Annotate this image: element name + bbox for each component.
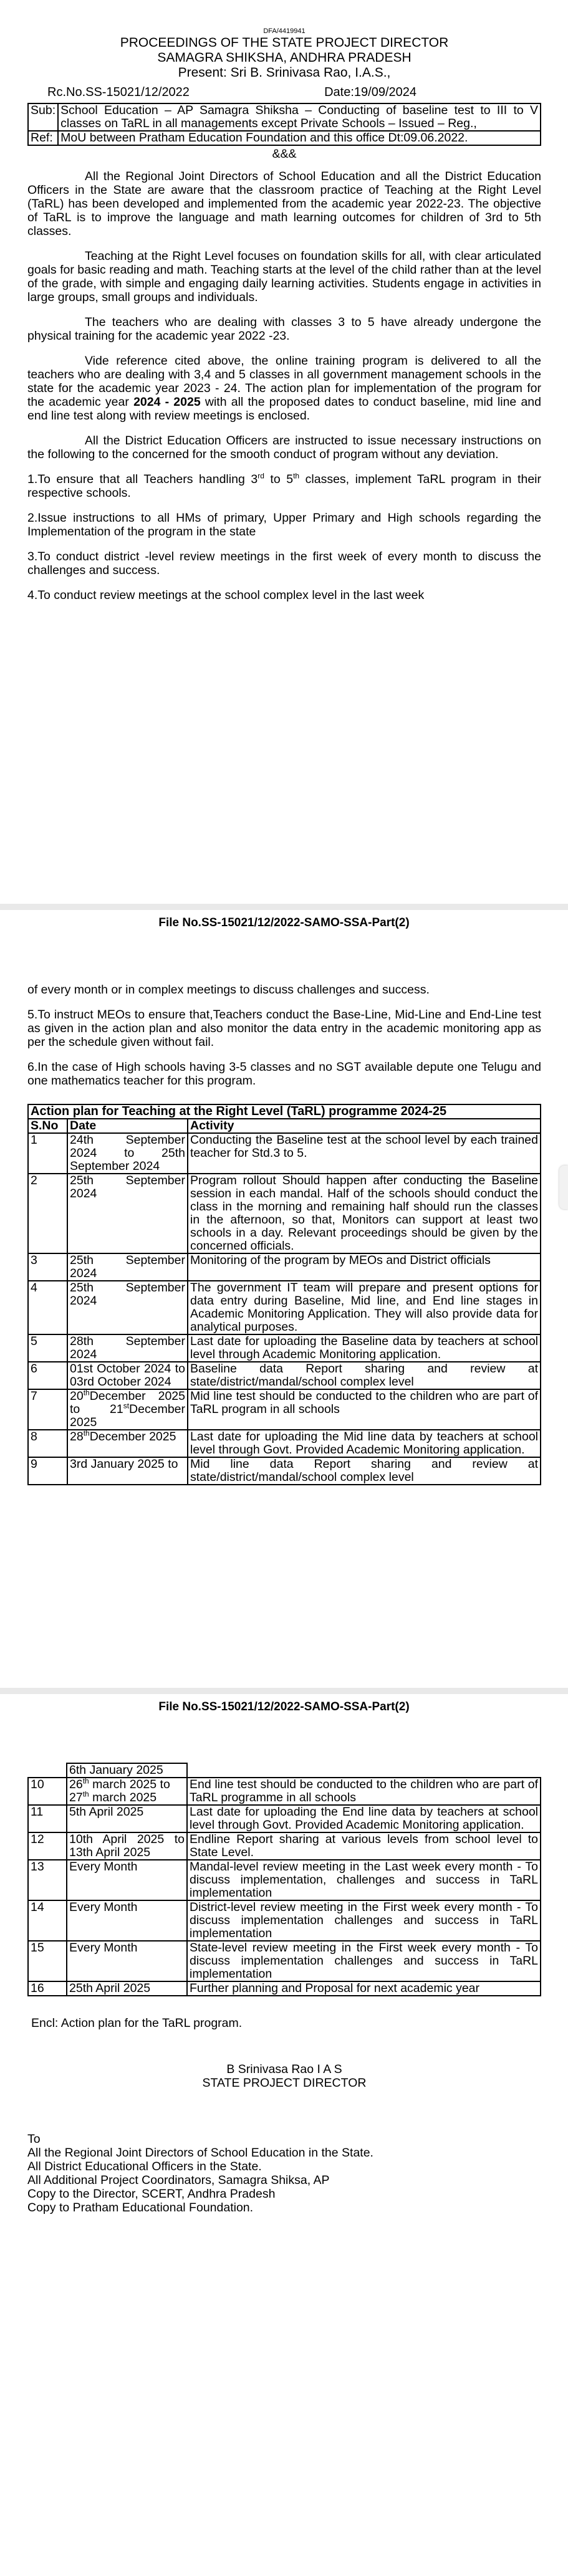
row-sno: 11: [28, 1805, 67, 1832]
file-number-header: File No.SS-15021/12/2022-SAMO-SSA-Part(2): [158, 1700, 410, 1713]
to-label: To: [27, 2132, 41, 2146]
instruction-item-6: 6.In the case of High schools having 3-5 classes and no SGT available depute one Telugu and one mathematics teacher for this program.: [27, 1060, 541, 1088]
row-sno: 3: [28, 1253, 67, 1281]
proceedings-title: PROCEEDINGS OF THE STATE PROJECT DIRECTOR: [120, 36, 449, 50]
table-row: [28, 1941, 541, 1981]
paragraph-online-training-text-a: Vide reference cited above, the online training program is delivered to all the teachers who are dealing with 3,4 and 5 classes in all government management schools in the state for the academic year 2023 - 24. The action plan for implementation of the program for the academic year: [27, 354, 541, 409]
recipient-1: All the Regional Joint Directors of School Education in the State.: [27, 2146, 373, 2160]
row-sno: 9: [28, 1457, 67, 1485]
page-3-content: [27, 1763, 541, 2214]
row-sno: 7: [28, 1389, 67, 1430]
row-activity: Program rollout Should happen after conducting the Baseline session in each mandal. Half of the schools should conduct the class in the morning and remaining half should run the classes in the afternoon, so that, Monitors can support at least two schools in a day. Relevant proceedings should be given by the concerned officials.: [188, 1174, 541, 1253]
date-part: December 2025: [89, 1430, 176, 1444]
item-1-text-a: 1.To ensure that all Teachers handling 3: [27, 472, 258, 486]
signature-title: STATE PROJECT DIRECTOR: [202, 2076, 367, 2090]
action-plan-table-continued: [27, 1763, 541, 1996]
rc-number: Rc.No.SS-15021/12/2022: [47, 85, 190, 99]
row-activity: Endline Report sharing at various levels from school level to State Level.: [187, 1832, 541, 1860]
row-date: 6th January 2025: [67, 1763, 187, 1778]
row-sno: 4: [28, 1281, 67, 1334]
date-part: December 2025: [70, 1402, 185, 1429]
row-activity: Mandal-level review meeting in the Last week every month - To discuss implementation, challenges and success in TaRL implementation: [187, 1860, 541, 1900]
row-sno: 16: [28, 1981, 67, 1996]
table-row: [28, 1860, 541, 1900]
row-sno: 14: [28, 1900, 67, 1941]
row-date: [67, 1430, 188, 1457]
table-row: [28, 1334, 541, 1362]
paragraph-intro: All the Regional Joint Directors of School Education and all the District Education Officers in the State are aware that the classroom practice of Teaching at the Right Level (TaRL) has been developed and implemented from the academic year 2022-23. The objective of TaRL is to improve the language and math learning outcomes for children of 3rd to 5th classes.: [27, 170, 541, 238]
row-date: [67, 1389, 188, 1430]
row-date: 10th April 2025 to 13th April 2025: [67, 1832, 187, 1860]
academic-year-bold: 2024 - 2025: [133, 395, 201, 409]
row-date: 28th September 2024: [67, 1334, 188, 1362]
reference-label: Ref:: [28, 131, 58, 145]
reference-row: [28, 131, 541, 145]
table-row: [28, 1981, 541, 1996]
row-sno: 6: [28, 1362, 67, 1389]
row-activity: Last date for uploading the End line data by teachers at school level through Govt. Provided Academic Monitoring application.: [187, 1805, 541, 1832]
table-row: [28, 1253, 541, 1281]
date-suffix: th: [83, 1429, 90, 1438]
date-part: 20: [70, 1389, 84, 1403]
row-activity: [187, 1763, 541, 1778]
row-sno: 1: [28, 1133, 67, 1174]
item-1-text-c: classes, implement TaRL program in their respective schools.: [27, 472, 541, 500]
date-part: December 2025 to 21: [70, 1389, 185, 1416]
dfa-number: DFA/4419941: [263, 27, 306, 35]
date-part: 26: [69, 1778, 83, 1791]
row-activity: Mid line data Report sharing and review at state/district/mandal/school complex level: [188, 1457, 541, 1485]
table-row: [28, 1457, 541, 1485]
recipient-3: All Additional Project Coordinators, Samagra Shiksa, AP: [27, 2173, 330, 2187]
row-activity: Baseline data Report sharing and review at state/district/mandal/school complex level: [188, 1362, 541, 1389]
date-suffix: th: [82, 1789, 89, 1799]
item-1-sup-th: th: [293, 471, 300, 481]
distribution-list: [27, 2132, 541, 2214]
row-date: 3rd January 2025 to: [67, 1457, 188, 1485]
row-activity: Mid line test should be conducted to the children who are part of TaRL program in all schools: [188, 1389, 541, 1430]
signature-name: B Srinivasa Rao I A S: [226, 2062, 342, 2076]
document-page-1: [0, 0, 568, 904]
organization-title: SAMAGRA SHIKSHA, ANDHRA PRADESH: [157, 50, 412, 65]
column-header-date: Date: [67, 1119, 188, 1133]
page-2-content: [27, 983, 541, 1485]
subject-row: [28, 103, 541, 131]
paragraph-deo-instructions: All the District Education Officers are instructed to issue necessary instructions on the following to the concerned for the smooth conduct of program without any deviation.: [27, 434, 541, 461]
row-date: Every Month: [67, 1900, 187, 1941]
enclosure-note: Encl: Action plan for the TaRL program.: [31, 2016, 243, 2030]
row-date: Every Month: [67, 1941, 187, 1981]
table-row: [28, 1805, 541, 1832]
reference-line: [27, 80, 541, 103]
date-suffix: st: [123, 1401, 130, 1410]
row-sno: 13: [28, 1860, 67, 1900]
item-1-text-b: to 5: [264, 472, 294, 486]
row-activity: Monitoring of the program by MEOs and District officials: [188, 1253, 541, 1281]
row-sno: 15: [28, 1941, 67, 1981]
present-line: Present: Sri B. Srinivasa Rao, I.A.S.,: [178, 65, 391, 80]
date-part: march 2025: [89, 1791, 157, 1804]
row-date: 25th September 2024: [67, 1281, 188, 1334]
recipient-2: All District Educational Officers in the State.: [27, 2160, 262, 2173]
table-row: [28, 1281, 541, 1334]
instruction-item-4: 4.To conduct review meetings at the school complex level in the last week: [27, 588, 425, 602]
table-row: [28, 1430, 541, 1457]
table-title-row: [28, 1104, 541, 1119]
table-row: [28, 1389, 541, 1430]
row-activity: Further planning and Proposal for next academic year: [187, 1981, 541, 1996]
table-row: [28, 1133, 541, 1174]
instruction-item-4-continued: of every month or in complex meetings to discuss challenges and success.: [27, 983, 430, 997]
row-sno: 5: [28, 1334, 67, 1362]
table-row: [28, 1362, 541, 1389]
document-page-2: [0, 910, 568, 1688]
copy-recipient-1: Copy to the Director, SCERT, Andhra Pradesh: [27, 2187, 276, 2201]
row-date: 25th September 2024: [67, 1174, 188, 1253]
paragraph-teacher-training: The teachers who are dealing with classes 3 to 5 have already undergone the physical training for the academic year 2022 -23.: [27, 315, 541, 343]
date-part: 27: [69, 1791, 83, 1804]
row-date: 25th September 2024: [67, 1253, 188, 1281]
row-sno: 12: [28, 1832, 67, 1860]
action-plan-table: [27, 1104, 541, 1485]
date-part: 28: [70, 1430, 84, 1444]
row-date: 25th April 2025: [67, 1981, 187, 1996]
row-date: [67, 1778, 187, 1805]
column-header-activity: Activity: [188, 1119, 541, 1133]
date-part: march 2025 to: [89, 1778, 170, 1791]
instruction-item-2: 2.Issue instructions to all HMs of primary, Upper Primary and High schools regarding the Implementation of the program in the state: [27, 511, 541, 539]
page-1-content: [27, 27, 541, 602]
row-activity: The government IT team will prepare and present options for data entry during Baseline, Mid line, and End line stages in Academic Monitoring Application. They will also provide data for analytical purposes.: [188, 1281, 541, 1334]
proceedings-date: Date:19/09/2024: [324, 85, 416, 99]
reference-text: MoU between Pratham Education Foundation and this office Dt:09.06.2022.: [58, 131, 541, 145]
row-activity: State-level review meeting in the First week every month - To discuss implementation challenges and success in TaRL implementation: [187, 1941, 541, 1981]
row-sno: 10: [28, 1778, 67, 1805]
table-row: [28, 1832, 541, 1860]
paragraph-online-training-text-b: with all the proposed dates to conduct baseline, mid line and end line test along with review meetings is enclosed.: [27, 395, 541, 423]
table-row-continued: [28, 1763, 541, 1778]
column-header-sno: S.No: [28, 1119, 67, 1133]
subject-label: Sub:: [28, 103, 58, 131]
table-row: [28, 1174, 541, 1253]
paragraph-tarl-focus: Teaching at the Right Level focuses on foundation skills for all, with clear articulated goals for basic reading and math. Teaching starts at the level of the child rather than at the level of the grade, with simple and engaging daily learning activities. Students engage in activities in large groups, small groups and individuals.: [27, 249, 541, 304]
date-suffix: th: [82, 1776, 89, 1786]
row-date: 24th September 2024 to 25th September 2024: [67, 1133, 188, 1174]
instruction-item-5: 5.To instruct MEOs to ensure that,Teachers conduct the Base-Line, Mid-Line and End-Line test as given in the action plan and also monitor the data entry in the academic monitoring app as per the schedule given without fail.: [27, 1008, 541, 1049]
row-date: 5th April 2025: [67, 1805, 187, 1832]
paragraph-online-training: [27, 354, 541, 423]
row-activity: Last date for uploading the Mid line data by teachers at school level through Govt. Provided Academic Monitoring application.: [188, 1430, 541, 1457]
instruction-item-3: 3.To conduct district -level review meetings in the first week of every month to discuss the challenges and success.: [27, 550, 541, 577]
document-page-3: [0, 1694, 568, 2576]
item-1-sup-rd: rd: [258, 471, 264, 481]
row-date: 01st October 2024 to 03rd October 2024: [67, 1362, 188, 1389]
file-number-header: File No.SS-15021/12/2022-SAMO-SSA-Part(2): [158, 916, 410, 929]
instruction-item-1: [27, 472, 541, 500]
section-separator: &&&: [272, 147, 297, 161]
row-date: Every Month: [67, 1860, 187, 1900]
row-activity: End line test should be conducted to the children who are part of TaRL programme in all schools: [187, 1778, 541, 1805]
row-sno: 8: [28, 1430, 67, 1457]
row-activity: Last date for uploading the Baseline data by teachers at school level through Academic Monitoring application.: [188, 1334, 541, 1362]
date-suffix: th: [83, 1388, 90, 1397]
row-sno: [28, 1763, 67, 1778]
row-activity: District-level review meeting in the First week every month - To discuss implementation challenges and success in TaRL implementation: [187, 1900, 541, 1941]
table-row: [28, 1778, 541, 1805]
subject-reference-table: [27, 103, 541, 146]
table-header-row: [28, 1119, 541, 1133]
scroll-handle[interactable]: [559, 1166, 568, 1209]
row-sno: 2: [28, 1174, 67, 1253]
copy-recipient-2: Copy to Pratham Educational Foundation.: [27, 2201, 254, 2214]
row-activity: Conducting the Baseline test at the school level by each trained teacher for Std.3 to 5.: [188, 1133, 541, 1174]
action-plan-title: Action plan for Teaching at the Right Level (TaRL) programme 2024-25: [28, 1104, 541, 1119]
table-row: [28, 1900, 541, 1941]
subject-text: School Education – AP Samagra Shiksha – Conducting of baseline test to III to V classes on TaRL in all managements except Private Schools – Issued – Reg.,: [58, 103, 541, 131]
